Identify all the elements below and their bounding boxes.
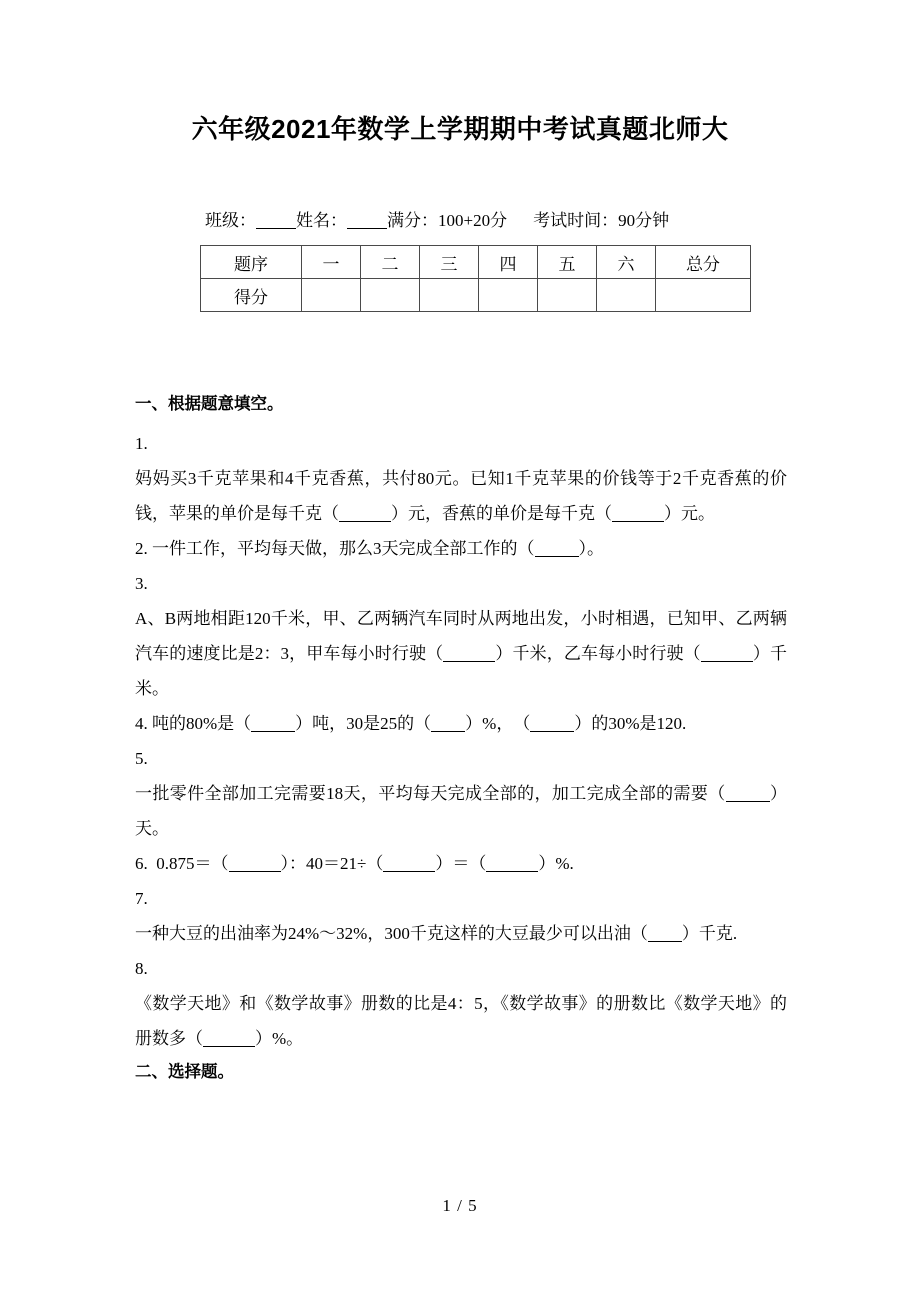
question-3-blank-1[interactable]	[443, 661, 495, 662]
class-blank[interactable]	[256, 228, 296, 229]
question-4-part-2: ）吨，30是25的（	[295, 713, 432, 733]
question-4-part-3: ）%， （	[465, 713, 531, 733]
score-table-row-header-1: 得分	[201, 279, 302, 312]
question-7-part-2: ）千克.	[681, 923, 738, 943]
question-6-part-3: ）＝（	[435, 853, 487, 873]
question-5-text	[135, 776, 787, 846]
page-title: 六年级2021年数学上学期期中考试真题北师大	[191, 114, 729, 144]
score-cell-1[interactable]	[302, 279, 361, 312]
question-4-blank-2[interactable]	[431, 731, 465, 732]
question-2-blank-1[interactable]	[535, 556, 579, 557]
question-7-part-1: 一种大豆的出油率为24%～32%，300千克这样的大豆最少可以出油（	[135, 923, 648, 943]
question-1-part-1: 妈妈买3千克苹果和4千克香蕉，共付80元。已知1千克苹果的价钱等于2千克香蕉的价钱，苹果的单价是每千克（	[135, 468, 787, 523]
score-cell-5[interactable]	[538, 279, 597, 312]
name-blank[interactable]	[347, 228, 387, 229]
class-label: 班级：	[205, 211, 256, 230]
question-3-text	[135, 601, 787, 706]
question-7-number: 7.	[135, 888, 148, 908]
page-footer: 1 / 5	[442, 1196, 478, 1215]
exam-meta-line	[205, 209, 725, 233]
question-6-blank-1[interactable]	[229, 871, 281, 872]
question-1-part-2: ）元，香蕉的单价是每千克（	[391, 503, 612, 523]
question-6-part-2: ）：40＝21÷（	[280, 853, 384, 873]
score-cell-3[interactable]	[420, 279, 479, 312]
question-3-part-1: A、B两地相距120千米，甲、乙两辆汽车同时从两地出发，小时相遇，已知甲、乙两辆汽车的速度比是2：3，甲车每小时行驶（	[135, 608, 787, 663]
question-5-blank-1[interactable]	[726, 801, 770, 802]
name-label: 姓名：	[296, 211, 347, 230]
question-3-number: 3.	[135, 573, 148, 593]
question-4-blank-1[interactable]	[251, 731, 295, 732]
question-6-part-1: 0.875＝（	[156, 853, 229, 873]
score-cell-6[interactable]	[597, 279, 656, 312]
section-heading-1: 一、根据题意填空。	[135, 395, 284, 413]
score-table-col-4: 四	[479, 246, 538, 279]
score-cell-total[interactable]	[656, 279, 751, 312]
question-1-blank-1[interactable]	[339, 521, 391, 522]
question-8-text	[135, 986, 787, 1056]
question-4-blank-3[interactable]	[530, 731, 574, 732]
score-table-col-1: 一	[302, 246, 361, 279]
question-2-part-2: ）。	[578, 538, 604, 558]
question-5-part-1: 一批零件全部加工完需要18天，平均每天完成全部的，加工完成全部的需要（	[135, 783, 726, 803]
question-2-number: 2.	[135, 538, 148, 558]
question-6-blank-2[interactable]	[383, 871, 435, 872]
question-8-part-2: ）%。	[255, 1028, 304, 1048]
score-table-col-2: 二	[361, 246, 420, 279]
exam-body	[135, 392, 787, 1094]
score-cell-4[interactable]	[479, 279, 538, 312]
score-table-row-header-0: 题序	[201, 246, 302, 279]
question-1-blank-2[interactable]	[612, 521, 664, 522]
score-table-col-5: 五	[538, 246, 597, 279]
question-4-text	[135, 706, 787, 741]
question-4-part-1: 吨的80%是（	[152, 713, 252, 733]
section-heading-2: 二、选择题。	[135, 1062, 234, 1081]
table-row	[201, 246, 751, 279]
question-2-part-1: 一件工作，平均每天做，那么3天完成全部工作的（	[152, 538, 535, 558]
score-table-col-6: 六	[597, 246, 656, 279]
question-4-number: 4.	[135, 713, 148, 733]
exam-time-value: 90分钟	[618, 211, 670, 230]
question-7-text	[135, 916, 787, 951]
question-3-part-3: ）千米。	[135, 643, 788, 698]
question-1-part-3: ）元。	[664, 503, 715, 523]
score-table	[200, 245, 751, 312]
question-3-part-2: ）千米，乙车每小时行驶（	[495, 643, 701, 663]
question-5-part-2: ）天。	[135, 783, 788, 838]
question-8-number: 8.	[135, 958, 148, 978]
exam-time-label: 考试时间：	[533, 211, 619, 230]
question-1-text	[135, 461, 787, 531]
question-4-part-4: ）的30%是120.	[574, 713, 687, 733]
question-2-text	[135, 531, 787, 566]
full-score-label: 满分：	[387, 211, 438, 230]
question-6-part-4: ）%.	[538, 853, 574, 873]
score-cell-2[interactable]	[361, 279, 420, 312]
score-table-total-header: 总分	[656, 246, 751, 279]
question-8-blank-1[interactable]	[203, 1046, 255, 1047]
question-6-number: 6.	[135, 853, 148, 873]
question-1-number: 1.	[135, 433, 148, 453]
table-row	[201, 279, 751, 312]
question-6-blank-3[interactable]	[486, 871, 538, 872]
question-6-text	[135, 846, 787, 881]
question-5-number: 5.	[135, 748, 148, 768]
full-score-value: 100+20分	[438, 211, 508, 230]
question-7-blank-1[interactable]	[648, 941, 682, 942]
score-table-col-3: 三	[420, 246, 479, 279]
question-3-blank-2[interactable]	[701, 661, 753, 662]
question-8-part-1: 《数学天地》和《数学故事》册数的比是4：5，《数学故事》的册数比《数学天地》的册数多（	[135, 993, 787, 1048]
